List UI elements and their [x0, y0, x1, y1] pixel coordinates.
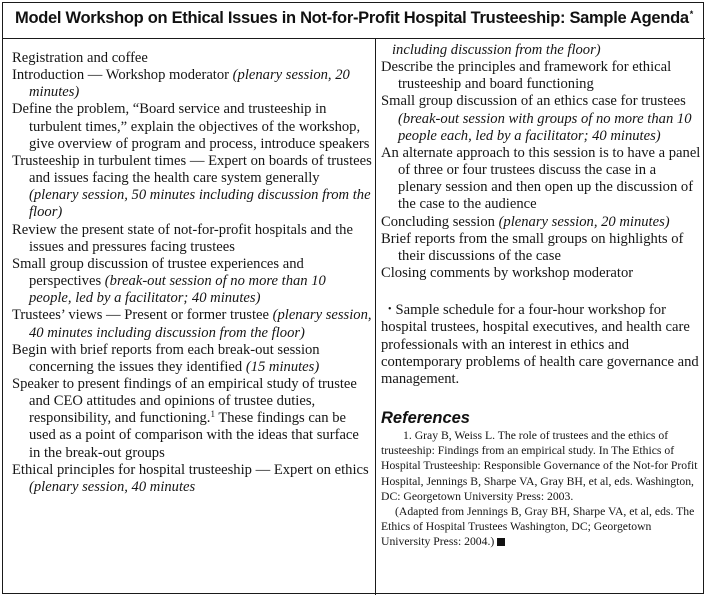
agenda-item	[12, 101, 372, 152]
agenda-item	[12, 376, 372, 462]
agenda-item-text: Speaker to present findings of an empirical study of trustee and CEO attitudes and opinions of trustee duties, responsibility, and functioning.	[12, 375, 357, 427]
agenda-left-column	[12, 50, 372, 496]
column-divider	[375, 38, 376, 595]
agenda-item	[12, 462, 372, 496]
references-heading: References	[381, 408, 470, 427]
agenda-item-text: Small group discussion of an ethics case for trustees	[381, 93, 686, 110]
footnote-text: Sample schedule for a four-hour workshop for hospital trustees, hospital executives, and health care professionals with an interest in ethics and contemporary problems of health care governance and management.	[381, 302, 699, 387]
agenda-box	[2, 2, 704, 594]
agenda-item-text: These findings can be used as a point of comparison with the ideas that surface in the break-out groups	[29, 410, 359, 461]
agenda-item-text: An alternate approach to this session is to have a panel of three or four trustees discuss the case in a plenary session and then open up the discussion of the case to the audience	[381, 144, 701, 213]
agenda-item	[12, 67, 372, 101]
agenda-item-text: Begin with brief reports from each break-out session concerning the issues they identified	[12, 341, 320, 375]
agenda-item	[12, 342, 372, 376]
agenda-item-note: (break-out session of no more than 10 people, led by a facilitator; 40 minutes)	[29, 273, 326, 307]
agenda-item-text: Introduction — Workshop moderator	[12, 67, 233, 84]
agenda-item	[12, 222, 372, 256]
agenda-item-text: Review the present state of not-for-profit hospitals and the issues and pressures facing trustees	[12, 221, 353, 255]
agenda-item-text: Small group discussion of trustee experiences and perspectives	[12, 255, 304, 290]
agenda-item-note: (plenary session, 40 minutes including discussion from the floor)	[29, 307, 372, 341]
agenda-item	[381, 59, 701, 93]
footnote-bullet-icon: •	[388, 304, 392, 316]
footnote-ref: 1	[210, 409, 215, 420]
agenda-item-note: (plenary session, 50 minutes including discussion from the floor)	[29, 187, 371, 221]
title-rule	[3, 38, 705, 39]
agenda-right-column	[381, 42, 701, 550]
agenda-item-text: Trusteeship in turbulent times — Expert on boards of trustees and issues facing the health care system generally	[12, 152, 372, 187]
agenda-item-note: (15 minutes)	[245, 358, 320, 375]
agenda-item	[12, 307, 372, 341]
schedule-footnote	[381, 301, 701, 388]
reference-text: (Adapted from Jennings B, Gray BH, Sharpe VA, et al, eds. The Ethics of Hospital Trustees Washington, DC; Georgetown University Press: 2004.)	[381, 504, 695, 549]
agenda-item-note: (plenary session, 20 minutes)	[498, 213, 670, 230]
agenda-item-text: Describe the principles and framework for ethical trusteeship and board functioning	[381, 59, 672, 93]
title-text: Model Workshop on Ethical Issues in Not-for-Profit Hospital Trusteeship: Sample Agenda	[15, 9, 689, 27]
reference-item	[381, 504, 701, 550]
agenda-item-text: Closing comments by workshop moderator	[381, 265, 634, 282]
agenda-item	[12, 153, 372, 222]
agenda-item	[381, 231, 701, 265]
agenda-title	[3, 9, 705, 28]
agenda-item	[12, 50, 372, 67]
agenda-continuation: including discussion from the floor)	[392, 42, 601, 58]
agenda-item	[12, 256, 372, 307]
agenda-item-text: Brief reports from the small groups on highlights of their discussions of the case	[381, 230, 684, 264]
agenda-item-text: Ethical principles for hospital trusteeship — Expert on ethics	[12, 461, 369, 478]
agenda-item-note: (plenary session, 40 minutes	[29, 478, 196, 495]
end-mark-icon	[497, 538, 505, 546]
agenda-item	[381, 145, 701, 214]
agenda-item-text: Define the problem, “Board service and trusteeship in turbulent times,” explain the objectives of the workshop, give overview of program and process, introduce speakers	[12, 101, 370, 152]
agenda-item	[381, 265, 701, 282]
reference-item: 1. Gray B, Weiss L. The role of trustees and the ethics of trusteeship: Findings from an empirical study. In The Ethics of Hospital Trusteeship: Responsible Governance of the Not-for Profit Hospital, Jennings B, Sharpe VA, Gray BH, et al, eds. Washington, DC: Georgetown University Press: 2003.	[381, 428, 698, 503]
agenda-item	[381, 93, 701, 144]
agenda-item-text: Concluding session	[381, 213, 499, 230]
agenda-item-text: Registration and coffee	[12, 50, 148, 66]
agenda-item-text: Trustees’ views — Present or former trustee	[12, 307, 273, 324]
agenda-item	[381, 214, 701, 231]
title-asterisk: *	[689, 9, 693, 19]
agenda-item-note: (plenary session, 20 minutes)	[29, 67, 350, 101]
agenda-item-note: (break-out session with groups of no more than 10 people each, led by a facilitator; 40 minutes)	[398, 110, 692, 144]
